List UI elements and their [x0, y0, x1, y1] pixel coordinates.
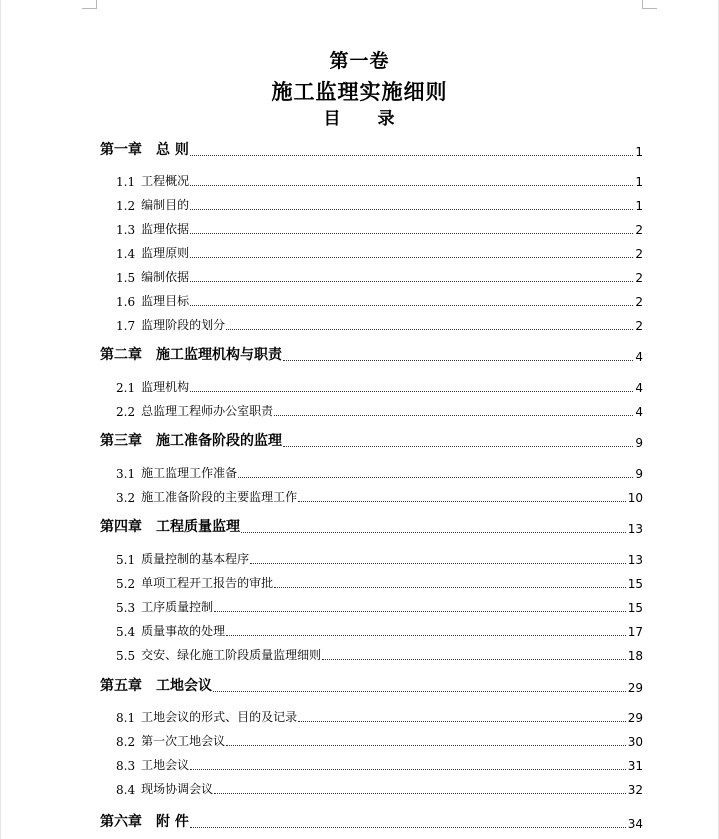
toc-chapter-6[interactable]	[100, 813, 643, 831]
toc-page-number: 34	[627, 817, 643, 831]
toc-number: 第四章	[100, 519, 142, 535]
toc-leader-dots	[190, 256, 633, 258]
toc-page-number: 29	[627, 681, 643, 695]
toc-title: 工地会议	[141, 758, 190, 772]
toc-title: 施工监理机构与职责	[156, 347, 282, 363]
toc-section-8-1[interactable]	[116, 709, 643, 725]
toc-section-8-3[interactable]	[116, 757, 643, 773]
toc-leader-dots	[190, 304, 633, 306]
toc-chapter-4[interactable]	[100, 518, 643, 536]
toc-title: 施工准备阶段的主要监理工作	[141, 490, 298, 504]
toc-leader-dots	[238, 476, 633, 478]
toc-section-5-3[interactable]	[116, 599, 643, 615]
toc-page-number: 18	[627, 649, 643, 663]
toc-title: 工程概况	[141, 174, 190, 188]
toc-number: 第三章	[100, 433, 142, 449]
toc-page-number: 2	[635, 223, 643, 237]
toc-number: 8.3	[116, 759, 136, 773]
toc-leader-dots	[283, 445, 633, 447]
toc-section-1-2[interactable]	[116, 197, 643, 213]
toc-title: 附 件	[156, 814, 189, 830]
toc-leader-dots	[190, 184, 633, 186]
toc-number: 5.5	[116, 649, 136, 663]
toc-leader-dots	[226, 328, 633, 330]
toc-leader-dots	[274, 586, 626, 588]
toc-number: 第二章	[100, 347, 142, 363]
toc-leader-dots	[298, 720, 626, 722]
toc-leader-dots	[322, 658, 626, 660]
toc-title: 交安、绿化施工阶段质量监理细则	[141, 648, 322, 662]
toc-number: 5.3	[116, 601, 136, 615]
toc-heading-char-a: 目	[323, 109, 342, 129]
toc-page-number: 31	[627, 759, 643, 773]
toc-section-5-1[interactable]	[116, 551, 643, 567]
toc-number: 1.3	[116, 223, 136, 237]
toc-leader-dots	[190, 208, 633, 210]
toc-section-3-2[interactable]	[116, 489, 643, 505]
toc-page-number: 29	[627, 711, 643, 725]
toc-title: 总监理工程师办公室职责	[141, 404, 274, 418]
toc-leader-dots	[213, 690, 626, 692]
toc-page-number: 2	[635, 271, 643, 285]
toc-title: 施工监理工作准备	[141, 466, 238, 480]
toc-number: 8.2	[116, 735, 136, 749]
toc-leader-dots	[190, 768, 626, 770]
toc-title: 编制依据	[141, 270, 190, 284]
toc-number: 5.1	[116, 553, 136, 567]
toc-section-5-5[interactable]	[116, 647, 643, 663]
toc-number: 2.2	[116, 405, 136, 419]
toc-title: 监理阶段的划分	[141, 318, 226, 332]
toc-number: 3.2	[116, 491, 136, 505]
toc-page-number: 1	[635, 199, 643, 213]
toc-section-3-1[interactable]	[116, 465, 643, 481]
toc-page-number: 13	[627, 522, 643, 536]
toc-page-number: 15	[627, 601, 643, 615]
toc-section-5-4[interactable]	[116, 623, 643, 639]
toc-page-number: 4	[635, 381, 643, 395]
toc-leader-dots	[241, 531, 626, 533]
toc-page-number: 1	[635, 175, 643, 189]
toc-section-1-4[interactable]	[116, 245, 643, 261]
toc-page-number: 4	[635, 350, 643, 364]
toc-section-1-3[interactable]	[116, 221, 643, 237]
toc-leader-dots	[214, 792, 626, 794]
toc-title: 监理目标	[141, 294, 190, 308]
toc-page-number: 15	[627, 577, 643, 591]
toc-leader-dots	[190, 390, 633, 392]
toc-number: 3.1	[116, 467, 136, 481]
toc-number: 2.1	[116, 381, 136, 395]
toc-title: 单项工程开工报告的审批	[141, 576, 274, 590]
toc-chapter-2[interactable]	[100, 346, 643, 364]
toc-leader-dots	[226, 744, 626, 746]
toc-title: 现场协调会议	[141, 782, 214, 796]
toc-leader-dots	[298, 500, 626, 502]
toc-page-number: 2	[635, 319, 643, 333]
toc-leader-dots	[190, 154, 633, 156]
toc-leader-dots	[190, 232, 633, 234]
toc-title: 总 则	[156, 142, 189, 158]
toc-title: 施工准备阶段的监理	[156, 433, 282, 449]
toc-section-1-5[interactable]	[116, 269, 643, 285]
toc-leader-dots	[190, 280, 633, 282]
toc-section-5-2[interactable]	[116, 575, 643, 591]
toc-section-2-2[interactable]	[116, 403, 643, 419]
toc-heading-char-b: 录	[377, 109, 396, 129]
toc-leader-dots	[274, 414, 633, 416]
toc-page-number: 4	[635, 405, 643, 419]
toc-number: 1.1	[116, 175, 136, 189]
toc-page-number: 32	[627, 783, 643, 797]
toc-number: 8.4	[116, 783, 136, 797]
toc-title: 工序质量控制	[141, 600, 214, 614]
toc-title: 质量控制的基本程序	[141, 552, 250, 566]
toc-title: 工程质量监理	[156, 519, 240, 535]
toc-title: 质量事故的处理	[141, 624, 226, 638]
toc-page-number: 13	[627, 553, 643, 567]
toc-number: 1.5	[116, 271, 136, 285]
toc-number: 1.2	[116, 199, 136, 213]
toc-page-number: 2	[635, 247, 643, 261]
toc-section-8-2[interactable]	[116, 733, 643, 749]
toc-page-number: 30	[627, 735, 643, 749]
toc-title: 监理原则	[141, 246, 190, 260]
toc-chapter-3[interactable]	[100, 432, 643, 450]
toc-number: 1.7	[116, 319, 136, 333]
toc-title: 监理机构	[141, 380, 190, 394]
toc-chapter-5[interactable]	[100, 677, 643, 695]
volume-title: 第一卷	[329, 50, 390, 72]
toc-page-number: 17	[627, 625, 643, 639]
document-title: 施工监理实施细则	[271, 79, 448, 104]
toc-number: 第一章	[100, 142, 142, 158]
toc-title: 第一次工地会议	[141, 734, 226, 748]
toc-page-number: 9	[635, 436, 643, 450]
toc-section-1-1[interactable]	[116, 173, 643, 189]
toc-page-number: 10	[627, 491, 643, 505]
toc-title: 监理依据	[141, 222, 190, 236]
toc-chapter-1[interactable]	[100, 141, 643, 159]
toc-leader-dots	[214, 610, 626, 612]
toc-title: 工地会议	[156, 678, 212, 694]
toc-number: 1.6	[116, 295, 136, 309]
toc-section-1-7[interactable]	[116, 317, 643, 333]
toc-leader-dots	[190, 826, 626, 828]
toc-number: 5.4	[116, 625, 136, 639]
toc-number: 1.4	[116, 247, 136, 261]
toc-leader-dots	[283, 359, 633, 361]
toc-page-number: 2	[635, 295, 643, 309]
toc-number: 5.2	[116, 577, 136, 591]
toc-number: 第六章	[100, 814, 142, 830]
toc-page-number: 1	[635, 145, 643, 159]
toc-leader-dots	[226, 634, 626, 636]
toc-section-8-4[interactable]	[116, 781, 643, 797]
toc-page-number: 9	[635, 467, 643, 481]
toc-title: 工地会议的形式、目的及记录	[141, 710, 298, 724]
toc-title: 编制目的	[141, 198, 190, 212]
toc-section-2-1[interactable]	[116, 379, 643, 395]
toc-number: 第五章	[100, 678, 142, 694]
toc-number: 8.1	[116, 711, 136, 725]
toc-leader-dots	[250, 562, 626, 564]
toc-section-1-6[interactable]	[116, 293, 643, 309]
